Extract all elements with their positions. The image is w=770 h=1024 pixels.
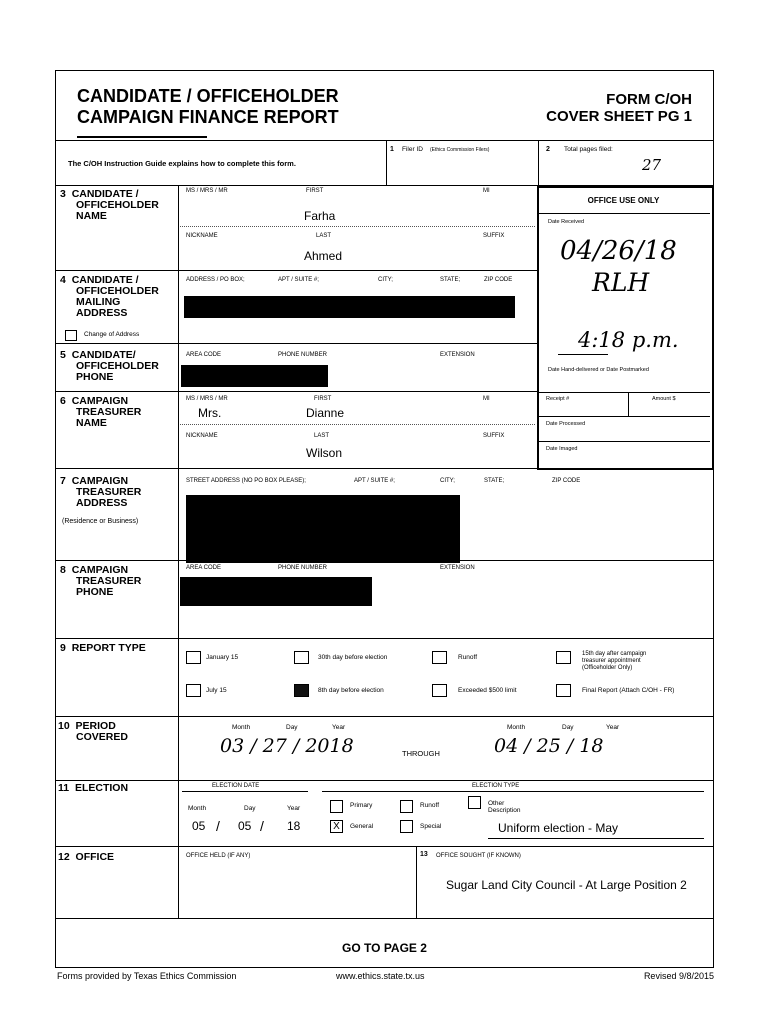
filer-id-sub: (Ethics Commission Filers)	[430, 147, 490, 153]
july-15-checkbox[interactable]	[186, 684, 201, 697]
mailing-address-header: ADDRESS / PO BOX;	[186, 277, 245, 283]
election-day-header: Day	[244, 805, 256, 812]
go-to-page-2: GO TO PAGE 2	[342, 941, 427, 955]
runoff-report-label: Runoff	[458, 654, 478, 661]
january-15-label: January 15	[206, 654, 239, 661]
total-pages-value: 27	[642, 156, 662, 174]
through-label: THROUGH	[402, 749, 440, 758]
july-15-label: July 15	[206, 687, 227, 694]
general-checkbox[interactable]: X	[330, 820, 343, 833]
section-3-label: 3 CANDIDATE / OFFICEHOLDER NAME	[60, 188, 159, 222]
other-checkbox[interactable]	[468, 796, 481, 809]
footer-provided-by: Forms provided by Texas Ethics Commission	[57, 971, 237, 981]
treasurer-city-header: CITY;	[440, 478, 455, 484]
redacted-treasurer-phone	[180, 577, 372, 606]
section-11-label: 11 ELECTION	[58, 782, 129, 794]
15th-day-label: 15th day after campaign treasurer appointment (Officeholder Only)	[582, 651, 647, 671]
candidate-first-header: FIRST	[306, 188, 324, 194]
candidate-mi-header: MI	[483, 188, 490, 194]
redacted-candidate-phone	[181, 365, 328, 387]
30th-day-label: 30th day before election	[318, 654, 388, 661]
mailing-apt-header: APT / SUITE #;	[278, 277, 319, 283]
section-5-label: 5 CANDIDATE/ OFFICEHOLDER PHONE	[60, 349, 159, 383]
candidate-first-name: Farha	[304, 209, 336, 223]
candidate-suffix-header: SUFFIX	[483, 233, 505, 239]
form-title-line1: CANDIDATE / OFFICEHOLDER	[77, 86, 339, 106]
general-label: General	[350, 823, 374, 830]
filer-id-num: 1	[390, 146, 394, 153]
office-sought: Sugar Land City Council - At Large Position 2	[446, 878, 687, 892]
treasurer-last-header: LAST	[314, 433, 330, 439]
treasurer-phone-header: PHONE NUMBER	[278, 565, 328, 571]
change-of-address-checkbox[interactable]	[65, 330, 77, 341]
form-code: FORM C/OH	[606, 91, 692, 108]
exceeded-limit-checkbox[interactable]	[432, 684, 447, 697]
from-year-header: Year	[332, 724, 346, 731]
received-time-handwritten: 4:18 p.m.	[578, 328, 679, 352]
treasurer-first-name: Dianne	[306, 406, 345, 420]
primary-label: Primary	[350, 802, 373, 809]
office-sought-header: OFFICE SOUGHT (IF KNOWN)	[436, 853, 521, 859]
from-day-header: Day	[286, 724, 298, 731]
redacted-treasurer-address	[186, 495, 460, 563]
special-label: Special	[420, 823, 442, 830]
section-7-label: 7 CAMPAIGN TREASURER ADDRESS	[60, 475, 142, 509]
treasurer-extension-header: EXTENSION	[440, 565, 475, 571]
8th-day-label: 8th day before election	[318, 687, 384, 694]
office-held-header: OFFICE HELD (IF ANY)	[186, 853, 251, 859]
mailing-zip-header: ZIP CODE	[484, 277, 513, 283]
residence-or-business-label: (Residence or Business)	[62, 518, 139, 525]
other-label: Other Description	[488, 800, 521, 814]
treasurer-prefix-header: MS / MRS / MR	[186, 396, 228, 402]
form-title-line2: CAMPAIGN FINANCE REPORT	[77, 107, 339, 127]
election-day: 05	[238, 819, 252, 833]
filer-id-label: Filer ID	[402, 146, 423, 153]
date-imaged-label: Date Imaged	[546, 446, 578, 452]
section-13-num: 13	[420, 851, 428, 858]
received-date-handwritten: 04/26/18	[560, 236, 677, 266]
primary-checkbox[interactable]	[330, 800, 343, 813]
received-initials-handwritten: RLH	[592, 268, 650, 297]
office-use-title: OFFICE USE ONLY	[587, 196, 660, 205]
runoff-report-checkbox[interactable]	[432, 651, 447, 664]
section-4-label: 4 CANDIDATE / OFFICEHOLDER MAILING ADDRESS	[60, 274, 159, 319]
special-checkbox[interactable]	[400, 820, 413, 833]
section-8-label: 8 CAMPAIGN TREASURER PHONE	[60, 564, 142, 598]
instructions-text: The C/OH Instruction Guide explains how to complete this form.	[68, 159, 296, 168]
treasurer-suffix-header: SUFFIX	[483, 433, 505, 439]
election-description: Uniform election - May	[498, 821, 619, 835]
period-to-date: 04 / 25 / 18	[494, 735, 604, 757]
candidate-area-code-header: AREA CODE	[186, 352, 222, 358]
candidate-nickname-header: NICKNAME	[186, 233, 218, 239]
treasurer-area-code-header: AREA CODE	[186, 565, 222, 571]
mailing-city-header: CITY;	[378, 277, 393, 283]
candidate-last-name: Ahmed	[304, 249, 343, 263]
to-month-header: Month	[507, 724, 526, 731]
receipt-label: Receipt #	[546, 396, 570, 402]
treasurer-prefix: Mrs.	[198, 406, 222, 420]
to-year-header: Year	[606, 724, 620, 731]
election-year: 18	[287, 819, 301, 833]
candidate-prefix-header: MS / MRS / MR	[186, 188, 228, 194]
redacted-mailing-address	[184, 296, 515, 318]
runoff-election-label: Runoff	[420, 802, 440, 809]
footer-revised: Revised 9/8/2015	[643, 971, 714, 981]
cover-sheet-label: COVER SHEET PG 1	[546, 108, 692, 125]
section-12-label: 12 OFFICE	[58, 851, 115, 863]
final-report-label: Final Report (Attach C/OH - FR)	[582, 687, 675, 694]
change-of-address-label: Change of Address	[84, 331, 140, 338]
treasurer-apt-header: APT / SUITE #;	[354, 478, 395, 484]
final-report-checkbox[interactable]	[556, 684, 571, 697]
candidate-extension-header: EXTENSION	[440, 352, 475, 358]
amount-label: Amount $	[652, 396, 676, 402]
hand-delivered-label: Date Hand-delivered or Date Postmarked	[548, 367, 649, 373]
total-pages-num: 2	[546, 146, 550, 153]
treasurer-zip-header: ZIP CODE	[552, 478, 581, 484]
treasurer-nickname-header: NICKNAME	[186, 433, 218, 439]
section-10-label: 10 PERIOD COVERED	[58, 720, 128, 743]
treasurer-mi-header: MI	[483, 396, 490, 402]
candidate-phone-header: PHONE NUMBER	[278, 352, 328, 358]
footer-url: www.ethics.state.tx.us	[336, 971, 425, 981]
30th-day-checkbox[interactable]	[294, 651, 309, 664]
date-processed-label: Date Processed	[546, 421, 586, 427]
date-received-label: Date Received	[548, 219, 585, 225]
8th-day-checkbox[interactable]	[294, 684, 309, 697]
runoff-election-checkbox[interactable]	[400, 800, 413, 813]
15th-day-checkbox[interactable]	[556, 651, 571, 664]
section-9-label: 9 REPORT TYPE	[60, 642, 146, 654]
january-15-checkbox[interactable]	[186, 651, 201, 664]
to-day-header: Day	[562, 724, 574, 731]
from-month-header: Month	[232, 724, 251, 731]
treasurer-last-name: Wilson	[306, 446, 343, 460]
total-pages-label: Total pages filed:	[564, 146, 613, 153]
treasurer-first-header: FIRST	[314, 396, 332, 402]
section-6-label: 6 CAMPAIGN TREASURER NAME	[60, 395, 142, 429]
treasurer-street-header: STREET ADDRESS (NO PO BOX PLEASE);	[186, 478, 306, 484]
period-from-date: 03 / 27 / 2018	[220, 735, 354, 757]
exceeded-limit-label: Exceeded $500 limit	[458, 687, 517, 694]
election-month: 05	[192, 819, 206, 833]
election-month-header: Month	[188, 805, 207, 812]
election-date-header: ELECTION DATE	[212, 783, 260, 789]
election-type-header: ELECTION TYPE	[472, 783, 520, 789]
candidate-last-header: LAST	[316, 233, 332, 239]
mailing-state-header: STATE;	[440, 277, 461, 283]
election-year-header: Year	[287, 805, 301, 812]
treasurer-state-header: STATE;	[484, 478, 505, 484]
